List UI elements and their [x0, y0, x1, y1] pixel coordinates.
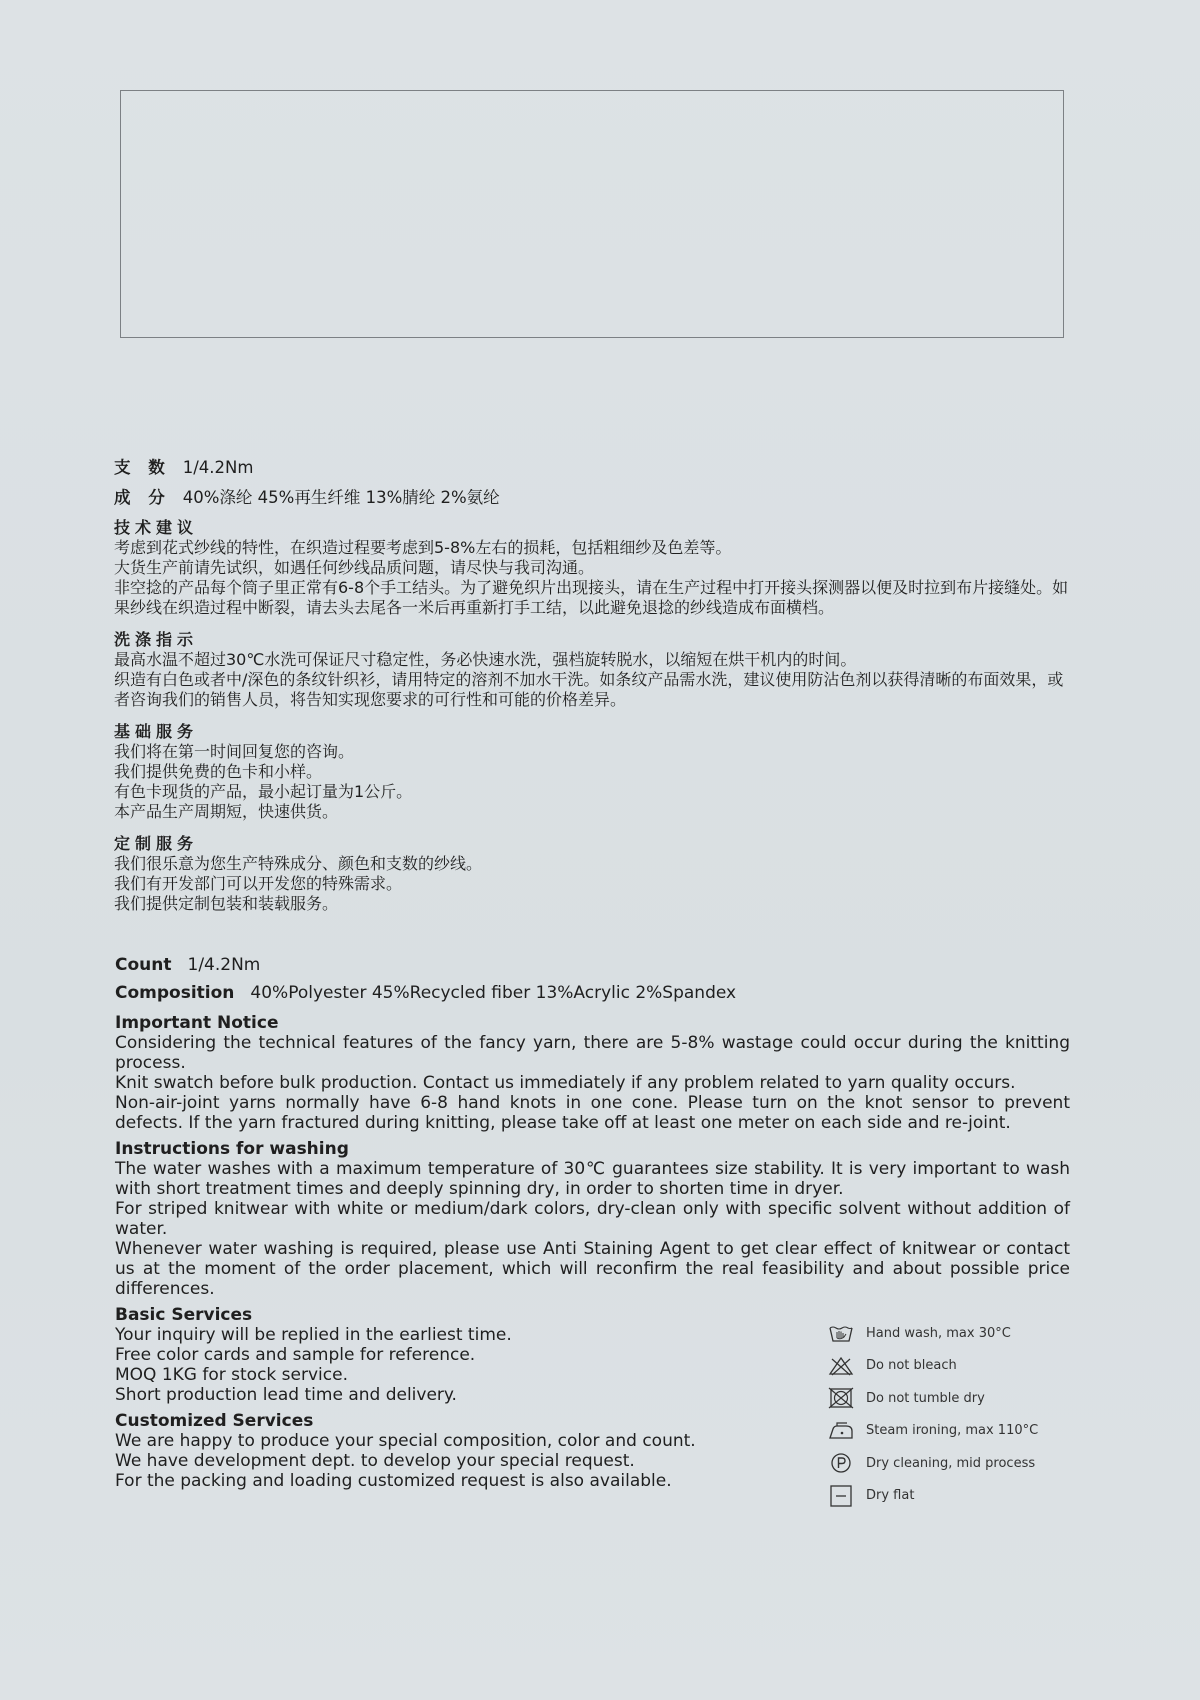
en-line: Whenever water washing is required, please use Anti Staining Agent to get clear effect of knitwear or contact us at the moment of the order placement, which will reconfirm the real feasibility and about possible price differences.: [115, 1239, 1070, 1299]
en-section-heading: Instructions for washing: [115, 1139, 349, 1159]
care-item-dry-flat: [828, 1480, 1088, 1513]
cn-composition-row: [114, 488, 1072, 512]
en-line: Free color cards and sample for reference.: [115, 1345, 476, 1365]
cn-line: 我们很乐意为您生产特殊成分、颜色和支数的纱线。: [114, 854, 483, 873]
cn-count-row: [114, 458, 1072, 482]
en-section-heading: Basic Services: [115, 1305, 253, 1325]
en-line: We have development dept. to develop your special request.: [115, 1451, 635, 1471]
cn-basic-services: [114, 722, 1072, 822]
en-washing-instructions: [115, 1139, 1070, 1299]
en-line: For striped knitwear with white or medium/dark colors, dry-clean only with specific solvent without addition of water.: [115, 1199, 1070, 1239]
care-label: Hand wash, max 30°C: [866, 1325, 1011, 1341]
cn-section-heading: 定制服务: [114, 834, 199, 853]
cn-technical-advice: [114, 518, 1072, 618]
cn-section-heading: 洗涤指示: [114, 630, 199, 649]
cn-composition-label: 成 分: [114, 488, 171, 507]
cn-line: 我们将在第一时间回复您的咨询。: [114, 742, 355, 761]
dry-clean-p-icon: [828, 1452, 854, 1474]
cn-count-label: 支 数: [114, 458, 171, 477]
en-section-heading: Important Notice: [115, 1013, 279, 1033]
care-symbols: [828, 1317, 1088, 1512]
cn-line: 考虑到花式纱线的特性，在织造过程要考虑到5-8%左右的损耗，包括粗细纱及色差等。: [114, 538, 732, 557]
cn-line: 本产品生产周期短，快速供货。: [114, 802, 339, 821]
cn-line: 有色卡现货的产品，最小起订量为1公斤。: [114, 782, 413, 801]
care-label: Do not bleach: [866, 1358, 957, 1374]
cn-customized-services: [114, 834, 1072, 914]
do-not-bleach-icon: [828, 1355, 854, 1377]
care-item-hand-wash: [828, 1317, 1088, 1350]
cn-section-heading: 基础服务: [114, 722, 199, 741]
care-item-dry-clean: [828, 1447, 1088, 1480]
en-count-row: [115, 955, 1070, 979]
care-label: Steam ironing, max 110°C: [866, 1423, 1039, 1439]
en-services: [115, 1305, 815, 1491]
en-composition-value: 40%Polyester 45%Recycled fiber 13%Acrylic 2%Spandex: [250, 983, 737, 1003]
cn-line: 大货生产前请先试织，如遇任何纱线品质问题，请尽快与我司沟通。: [114, 558, 595, 577]
cn-line: 最高水温不超过30℃水洗可保证尺寸稳定性，务必快速水洗，强档旋转脱水，以缩短在烘干机内的时间。: [114, 650, 857, 669]
en-line: For the packing and loading customized request is also available.: [115, 1471, 672, 1491]
en-count-value: 1/4.2Nm: [187, 955, 261, 975]
cn-line: 织造有白色或者中/深色的条纹针织衫，请用特定的溶剂不加水干洗。如条纹产品需水洗，建议使用防沾色剂以获得清晰的布面效果，或者咨询我们的销售人员，将告知实现您要求的可行性和可能的价格差异。: [114, 670, 1064, 709]
cn-section-heading: 技术建议: [114, 518, 199, 537]
en-important-notice: [115, 1013, 1070, 1133]
dry-flat-icon: [828, 1485, 854, 1507]
cn-line: 我们有开发部门可以开发您的特殊需求。: [114, 874, 403, 893]
cn-count-value: 1/4.2Nm: [182, 458, 254, 477]
cn-line: 非空捻的产品每个筒子里正常有6-8个手工结头。为了避免织片出现接头，请在生产过程中打开接头探测器以便及时拉到布片接缝处。如果纱线在织造过程中断裂，请去头去尾各一米后再重新打手工结，以此避免退捻的纱线造成布面横档。: [114, 578, 1069, 617]
en-line: Short production lead time and delivery.: [115, 1385, 457, 1405]
cn-line: 我们提供免费的色卡和小样。: [114, 762, 323, 781]
en-line: Considering the technical features of the fancy yarn, there are 5-8% wastage could occur during the knitting process.: [115, 1033, 1070, 1073]
steam-iron-icon: [828, 1420, 854, 1442]
en-composition-row: [115, 983, 1070, 1007]
care-label: Do not tumble dry: [866, 1390, 985, 1406]
care-label: Dry flat: [866, 1488, 915, 1504]
hand-wash-icon: [828, 1322, 854, 1344]
en-section-heading: Customized Services: [115, 1411, 314, 1431]
cn-composition-value: 40%涤纶 45%再生纤维 13%腈纶 2%氨纶: [182, 488, 500, 507]
cn-washing-instructions: [114, 630, 1072, 710]
en-composition-label: Composition: [115, 983, 235, 1003]
cn-line: 我们提供定制包装和装载服务。: [114, 894, 339, 913]
en-line: MOQ 1KG for stock service.: [115, 1365, 348, 1385]
en-line: The water washes with a maximum temperature of 30℃ guarantees size stability. It is very important to wash with short treatment times and deeply spinning dry, in order to shorten time in dryer.: [115, 1159, 1070, 1199]
care-item-no-bleach: [828, 1350, 1088, 1383]
en-line: Knit swatch before bulk production. Contact us immediately if any problem related to yarn quality occurs.: [115, 1073, 1016, 1093]
en-line: Non-air-joint yarns normally have 6-8 hand knots in one cone. Please turn on the knot sensor to prevent defects. If the yarn fractured during knitting, please take off at least one meter on each side and re-joint.: [115, 1093, 1070, 1133]
chinese-section: [114, 458, 1072, 926]
care-label: Dry cleaning, mid process: [866, 1455, 1036, 1471]
en-customized-services: [115, 1411, 815, 1491]
care-item-no-tumble-dry: [828, 1382, 1088, 1415]
care-item-steam-iron: [828, 1415, 1088, 1448]
en-line: Your inquiry will be replied in the earliest time.: [115, 1325, 512, 1345]
en-count-label: Count: [115, 955, 172, 975]
do-not-tumble-dry-icon: [828, 1387, 854, 1409]
en-line: We are happy to produce your special composition, color and count.: [115, 1431, 696, 1451]
en-basic-services: [115, 1305, 815, 1405]
blank-label-box: [120, 90, 1064, 338]
